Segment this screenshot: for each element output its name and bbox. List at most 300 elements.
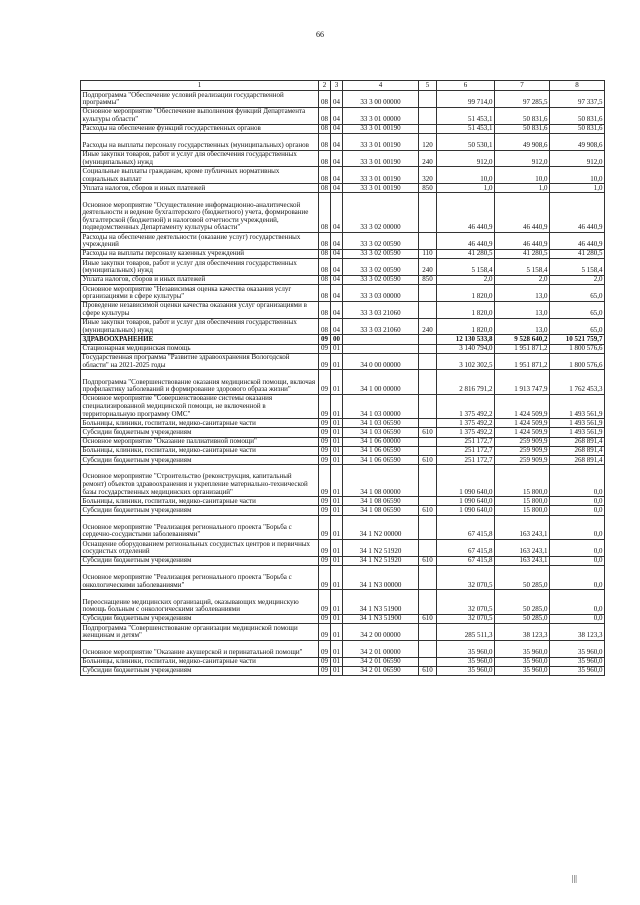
row-amount-2021: 1 375 492,2	[437, 428, 495, 437]
row-section: 08	[319, 193, 331, 233]
row-expense-type	[419, 394, 437, 418]
row-amount-2021: 3 102 302,5	[437, 353, 495, 370]
row-section: 09	[319, 419, 331, 428]
row-name: Подпрограмма "Совершенствование оказания медицинской помощи, включая профилактику заболеваний и формирование здорового образа жизни"	[81, 370, 319, 394]
row-expense-type: 120	[419, 133, 437, 150]
table-row	[81, 249, 605, 258]
row-subsection: 01	[331, 623, 343, 640]
row-target-code: 34 1 08 06590	[343, 497, 419, 506]
row-amount-2022: 41 280,5	[495, 249, 550, 258]
row-target-code: 33 3 03 21060	[343, 318, 419, 335]
row-section: 08	[319, 184, 331, 193]
row-section: 09	[319, 456, 331, 465]
row-name: Проведение независимой оценки качества оказания услуг организациями в сфере культуры	[81, 301, 319, 318]
row-name: Больницы, клиники, госпитали, медико-санитарные части	[81, 446, 319, 455]
row-section: 09	[319, 657, 331, 666]
row-section: 08	[319, 107, 331, 124]
table-row	[81, 258, 605, 275]
row-amount-2021: 46 440,9	[437, 232, 495, 249]
row-expense-type	[419, 437, 437, 446]
table-row	[81, 614, 605, 623]
row-amount-2023: 46 440,9	[550, 232, 605, 249]
row-subsection: 04	[331, 232, 343, 249]
row-target-code: 33 3 01 00190	[343, 184, 419, 193]
row-expense-type	[419, 284, 437, 301]
row-name: Больницы, клиники, госпитали, медико-санитарные части	[81, 497, 319, 506]
row-amount-2022: 1 951 871,2	[495, 353, 550, 370]
row-amount-2022: 13,0	[495, 284, 550, 301]
row-expense-type	[419, 539, 437, 556]
row-subsection: 01	[331, 419, 343, 428]
row-amount-2023: 65,0	[550, 284, 605, 301]
row-name: Основное мероприятие "Независимая оценка качества оказания услуг организациями в сфере культуры"	[81, 284, 319, 301]
row-subsection: 01	[331, 556, 343, 565]
row-expense-type	[419, 232, 437, 249]
row-amount-2022: 1 424 509,9	[495, 394, 550, 418]
row-amount-2022: 50 285,0	[495, 565, 550, 589]
header-cell: 8	[550, 81, 605, 91]
row-amount-2023: 1 493 561,9	[550, 394, 605, 418]
row-target-code: 33 3 03 00000	[343, 284, 419, 301]
row-amount-2021: 1 375 492,2	[437, 394, 495, 418]
row-amount-2023: 38 123,3	[550, 623, 605, 640]
row-amount-2021: 2,0	[437, 275, 495, 284]
row-amount-2021: 51 453,1	[437, 107, 495, 124]
row-amount-2023: 1 762 453,3	[550, 370, 605, 394]
row-expense-type: 610	[419, 506, 437, 515]
row-expense-type	[419, 370, 437, 394]
row-subsection: 04	[331, 91, 343, 108]
row-target-code	[343, 344, 419, 353]
row-target-code: 34 1 N2 51920	[343, 539, 419, 556]
table-row	[81, 657, 605, 666]
row-amount-2022: 50 831,6	[495, 107, 550, 124]
table-row	[81, 590, 605, 614]
row-name: Основное мероприятие "Осуществление информационно-аналитической деятельности и ведение бухгалтерского (бюджетного) учета, формирование бухгалтерской (бюджетной) и налоговой отчетности учреждений, подведомственных Департаменту культуры области"	[81, 193, 319, 233]
row-section: 09	[319, 565, 331, 589]
row-section: 08	[319, 275, 331, 284]
row-subsection: 04	[331, 184, 343, 193]
row-amount-2021: 2 816 791,2	[437, 370, 495, 394]
row-amount-2021: 99 714,0	[437, 91, 495, 108]
table-row	[81, 446, 605, 455]
row-amount-2023: 912,0	[550, 150, 605, 167]
row-expense-type: 610	[419, 614, 437, 623]
row-name: Уплата налогов, сборов и иных платежей	[81, 275, 319, 284]
row-amount-2022: 15 800,0	[495, 506, 550, 515]
row-amount-2023: 50 831,6	[550, 107, 605, 124]
row-amount-2021: 3 140 794,0	[437, 344, 495, 353]
row-section: 09	[319, 428, 331, 437]
row-subsection: 01	[331, 428, 343, 437]
row-amount-2023: 10,0	[550, 167, 605, 184]
table-row	[81, 666, 605, 675]
header-cell: 5	[419, 81, 437, 91]
row-section: 09	[319, 640, 331, 657]
row-amount-2021: 51 453,1	[437, 124, 495, 133]
row-amount-2022: 35 960,0	[495, 657, 550, 666]
row-section: 08	[319, 167, 331, 184]
table-row	[81, 344, 605, 353]
row-section: 09	[319, 515, 331, 539]
row-amount-2021: 35 960,0	[437, 657, 495, 666]
row-section: 09	[319, 437, 331, 446]
table-row	[81, 394, 605, 418]
row-amount-2023: 2,0	[550, 275, 605, 284]
row-amount-2023: 65,0	[550, 318, 605, 335]
row-amount-2021: 67 415,8	[437, 556, 495, 565]
row-amount-2022: 49 908,6	[495, 133, 550, 150]
header-cell: 6	[437, 81, 495, 91]
row-name: Государственная программа "Развитие здравоохранения Вологодской области" на 2021-2025 годы	[81, 353, 319, 370]
row-target-code: 33 3 02 00590	[343, 275, 419, 284]
row-amount-2021: 1 820,0	[437, 318, 495, 335]
row-amount-2022: 259 909,9	[495, 437, 550, 446]
row-subsection: 04	[331, 301, 343, 318]
row-target-code: 34 1 03 00000	[343, 394, 419, 418]
header-row	[81, 81, 605, 91]
row-subsection: 04	[331, 249, 343, 258]
row-section: 09	[319, 465, 331, 497]
table-row	[81, 370, 605, 394]
row-amount-2021: 251 172,7	[437, 446, 495, 455]
row-expense-type: 850	[419, 184, 437, 193]
row-target-code: 34 1 N2 51920	[343, 556, 419, 565]
table-row	[81, 91, 605, 108]
row-expense-type: 610	[419, 666, 437, 675]
row-section: 09	[319, 539, 331, 556]
row-target-code: 34 1 00 00000	[343, 370, 419, 394]
row-amount-2023: 268 891,4	[550, 446, 605, 455]
row-amount-2023: 0,0	[550, 539, 605, 556]
row-amount-2022: 35 960,0	[495, 666, 550, 675]
row-amount-2022: 1 424 509,9	[495, 419, 550, 428]
row-expense-type: 240	[419, 318, 437, 335]
row-section: 08	[319, 124, 331, 133]
row-amount-2021: 1,0	[437, 184, 495, 193]
row-name: Расходы на обеспечение функций государственных органов	[81, 124, 319, 133]
row-subsection: 01	[331, 614, 343, 623]
row-subsection: 01	[331, 465, 343, 497]
row-amount-2023: 0,0	[550, 565, 605, 589]
row-amount-2021: 41 280,5	[437, 249, 495, 258]
header-cell: 2	[319, 81, 331, 91]
row-expense-type	[419, 107, 437, 124]
row-name: Субсидии бюджетным учреждениям	[81, 428, 319, 437]
row-amount-2022: 1 424 509,9	[495, 428, 550, 437]
row-expense-type	[419, 301, 437, 318]
row-amount-2021: 46 440,9	[437, 193, 495, 233]
table-row	[81, 515, 605, 539]
table-row	[81, 124, 605, 133]
row-section: 09	[319, 623, 331, 640]
row-expense-type: 320	[419, 167, 437, 184]
row-amount-2022: 50 831,6	[495, 124, 550, 133]
row-amount-2022: 9 528 640,2	[495, 335, 550, 344]
row-expense-type	[419, 515, 437, 539]
row-target-code: 34 1 03 06590	[343, 428, 419, 437]
row-target-code: 34 1 08 06590	[343, 506, 419, 515]
row-expense-type	[419, 590, 437, 614]
table-row	[81, 353, 605, 370]
row-subsection: 01	[331, 515, 343, 539]
row-name: Расходы на выплаты персоналу государственных (муниципальных) органов	[81, 133, 319, 150]
row-subsection: 04	[331, 107, 343, 124]
row-amount-2023: 0,0	[550, 497, 605, 506]
row-subsection: 01	[331, 657, 343, 666]
row-subsection: 04	[331, 124, 343, 133]
row-name: Субсидии бюджетным учреждениям	[81, 506, 319, 515]
row-amount-2021: 67 415,8	[437, 515, 495, 539]
row-target-code: 34 1 N3 51900	[343, 614, 419, 623]
row-amount-2022: 163 243,1	[495, 539, 550, 556]
row-amount-2021: 67 415,8	[437, 539, 495, 556]
row-section: 09	[319, 394, 331, 418]
table-row	[81, 318, 605, 335]
table-row	[81, 456, 605, 465]
row-amount-2023: 0,0	[550, 614, 605, 623]
row-target-code: 34 2 00 00000	[343, 623, 419, 640]
row-section: 09	[319, 506, 331, 515]
row-subsection: 04	[331, 167, 343, 184]
row-section: 08	[319, 150, 331, 167]
row-amount-2022: 1 913 747,9	[495, 370, 550, 394]
row-subsection: 01	[331, 353, 343, 370]
row-subsection: 04	[331, 275, 343, 284]
row-expense-type	[419, 565, 437, 589]
row-subsection: 01	[331, 446, 343, 455]
row-amount-2023: 0,0	[550, 556, 605, 565]
row-name: Стационарная медицинская помощь	[81, 344, 319, 353]
row-amount-2022: 13,0	[495, 301, 550, 318]
row-section: 08	[319, 318, 331, 335]
row-expense-type	[419, 497, 437, 506]
row-amount-2023: 65,0	[550, 301, 605, 318]
row-amount-2023: 97 337,5	[550, 91, 605, 108]
header-cell: 3	[331, 81, 343, 91]
row-target-code	[343, 335, 419, 344]
row-target-code: 34 1 08 00000	[343, 465, 419, 497]
row-expense-type	[419, 640, 437, 657]
table-row	[81, 301, 605, 318]
row-target-code: 34 1 03 06590	[343, 419, 419, 428]
row-amount-2023: 49 908,6	[550, 133, 605, 150]
row-amount-2023: 0,0	[550, 515, 605, 539]
row-section: 09	[319, 446, 331, 455]
row-amount-2023: 46 440,9	[550, 193, 605, 233]
row-expense-type: 240	[419, 258, 437, 275]
row-amount-2022: 1,0	[495, 184, 550, 193]
table-row	[81, 107, 605, 124]
row-section: 09	[319, 344, 331, 353]
row-section: 09	[319, 497, 331, 506]
row-expense-type	[419, 335, 437, 344]
row-target-code: 34 2 01 00000	[343, 640, 419, 657]
row-expense-type	[419, 623, 437, 640]
row-name: Расходы на выплаты персоналу казенных учреждений	[81, 249, 319, 258]
row-subsection: 01	[331, 344, 343, 353]
row-subsection: 04	[331, 258, 343, 275]
table-row	[81, 465, 605, 497]
row-target-code: 34 1 06 00000	[343, 437, 419, 446]
row-name: Субсидии бюджетным учреждениям	[81, 614, 319, 623]
row-amount-2022: 38 123,3	[495, 623, 550, 640]
row-amount-2023: 268 891,4	[550, 456, 605, 465]
row-amount-2021: 251 172,7	[437, 437, 495, 446]
row-name: Субсидии бюджетным учреждениям	[81, 556, 319, 565]
row-name: Основное мероприятие "Строительство (реконструкция, капитальный ремонт) объектов здравоохранения и укрепление материально-технической базы государственных медицинских организаций"	[81, 465, 319, 497]
row-section: 08	[319, 301, 331, 318]
row-target-code: 34 1 N3 00000	[343, 565, 419, 589]
row-expense-type	[419, 124, 437, 133]
row-section: 09	[319, 353, 331, 370]
row-amount-2021: 5 158,4	[437, 258, 495, 275]
table-row	[81, 428, 605, 437]
row-amount-2021: 1 820,0	[437, 284, 495, 301]
row-section: 08	[319, 232, 331, 249]
row-amount-2022: 5 158,4	[495, 258, 550, 275]
row-expense-type	[419, 344, 437, 353]
row-amount-2022: 50 285,0	[495, 614, 550, 623]
row-name: Социальные выплаты гражданам, кроме публичных нормативных социальных выплат	[81, 167, 319, 184]
table-row	[81, 556, 605, 565]
row-amount-2023: 1 493 561,9	[550, 428, 605, 437]
row-amount-2021: 1 090 640,0	[437, 465, 495, 497]
row-amount-2022: 912,0	[495, 150, 550, 167]
table-row	[81, 640, 605, 657]
row-amount-2022: 15 800,0	[495, 465, 550, 497]
row-name: Основное мероприятие "Реализация регионального проекта "Борьба с сердечно-сосудистыми заболеваниями"	[81, 515, 319, 539]
row-amount-2023: 0,0	[550, 590, 605, 614]
row-name: Субсидии бюджетным учреждениям	[81, 456, 319, 465]
row-amount-2023: 10 521 759,7	[550, 335, 605, 344]
row-name: Иные закупки товаров, работ и услуг для обеспечения государственных (муниципальных) нужд	[81, 150, 319, 167]
row-amount-2021: 1 090 640,0	[437, 506, 495, 515]
row-section: 09	[319, 370, 331, 394]
table-row	[81, 437, 605, 446]
row-section: 08	[319, 284, 331, 301]
row-section: 09	[319, 335, 331, 344]
row-subsection: 00	[331, 335, 343, 344]
row-amount-2023: 0,0	[550, 506, 605, 515]
row-amount-2021: 32 070,5	[437, 614, 495, 623]
row-subsection: 01	[331, 506, 343, 515]
row-subsection: 01	[331, 539, 343, 556]
row-amount-2022: 97 285,5	[495, 91, 550, 108]
table-row	[81, 184, 605, 193]
row-section: 08	[319, 258, 331, 275]
row-amount-2023: 35 960,0	[550, 657, 605, 666]
row-name: Основное мероприятие "Совершенствование системы оказания специализированной медицинской помощи, не включенной в территориальную программу ОМС"	[81, 394, 319, 418]
row-amount-2023: 1 800 576,6	[550, 353, 605, 370]
row-amount-2023: 1,0	[550, 184, 605, 193]
row-name: Больницы, клиники, госпитали, медико-санитарные части	[81, 657, 319, 666]
row-amount-2022: 13,0	[495, 318, 550, 335]
table-row	[81, 193, 605, 233]
row-subsection: 01	[331, 456, 343, 465]
row-amount-2022: 259 909,9	[495, 446, 550, 455]
table-row	[81, 623, 605, 640]
row-name: Иные закупки товаров, работ и услуг для обеспечения государственных (муниципальных) нужд	[81, 318, 319, 335]
row-subsection: 01	[331, 590, 343, 614]
table-row	[81, 335, 605, 344]
row-amount-2022: 259 909,9	[495, 456, 550, 465]
row-target-code: 33 3 01 00190	[343, 133, 419, 150]
footer-mark: |||	[572, 874, 577, 883]
row-amount-2023: 268 891,4	[550, 437, 605, 446]
row-section: 08	[319, 133, 331, 150]
row-target-code: 34 1 06 06590	[343, 446, 419, 455]
table-row	[81, 497, 605, 506]
row-subsection: 04	[331, 193, 343, 233]
row-expense-type	[419, 353, 437, 370]
row-name: Основное мероприятие "Реализация регионального проекта "Борьба с онкологическими заболеваниями"	[81, 565, 319, 589]
row-amount-2022: 1 951 871,2	[495, 344, 550, 353]
row-amount-2023: 35 960,0	[550, 666, 605, 675]
row-target-code: 34 1 N2 00000	[343, 515, 419, 539]
row-amount-2021: 32 070,5	[437, 565, 495, 589]
row-target-code: 34 1 N3 51900	[343, 590, 419, 614]
row-subsection: 04	[331, 150, 343, 167]
row-amount-2021: 251 172,7	[437, 456, 495, 465]
row-expense-type	[419, 657, 437, 666]
row-name: Подпрограмма "Обеспечение условий реализации государственной программы"	[81, 91, 319, 108]
row-name: Основное мероприятие "Оказание акушерской и перинатальной помощи"	[81, 640, 319, 657]
table-row	[81, 419, 605, 428]
row-amount-2023: 1 800 576,6	[550, 344, 605, 353]
row-name: ЗДРАВООХРАНЕНИЕ	[81, 335, 319, 344]
row-subsection: 01	[331, 394, 343, 418]
row-amount-2021: 10,0	[437, 167, 495, 184]
row-amount-2023: 0,0	[550, 465, 605, 497]
row-amount-2022: 163 243,1	[495, 556, 550, 565]
row-target-code: 34 2 01 06590	[343, 666, 419, 675]
row-expense-type	[419, 193, 437, 233]
row-section: 09	[319, 590, 331, 614]
row-amount-2021: 1 090 640,0	[437, 497, 495, 506]
row-target-code: 34 2 01 06590	[343, 657, 419, 666]
row-name: Больницы, клиники, госпитали, медико-санитарные части	[81, 419, 319, 428]
row-target-code: 33 3 03 21060	[343, 301, 419, 318]
header-cell: 4	[343, 81, 419, 91]
row-name: Уплата налогов, сборов и иных платежей	[81, 184, 319, 193]
row-name: Подпрограмма "Совершенствование организации медицинской помощи женщинам и детям"	[81, 623, 319, 640]
row-name: Иные закупки товаров, работ и услуг для обеспечения государственных (муниципальных) нужд	[81, 258, 319, 275]
row-subsection: 01	[331, 666, 343, 675]
row-subsection: 01	[331, 437, 343, 446]
row-subsection: 01	[331, 497, 343, 506]
table-row	[81, 133, 605, 150]
row-section: 09	[319, 614, 331, 623]
row-amount-2023: 5 158,4	[550, 258, 605, 275]
row-section: 09	[319, 666, 331, 675]
row-amount-2022: 10,0	[495, 167, 550, 184]
row-name: Расходы на обеспечение деятельности (оказание услуг) государственных учреждений	[81, 232, 319, 249]
row-amount-2021: 1 820,0	[437, 301, 495, 318]
row-expense-type: 610	[419, 556, 437, 565]
table-row	[81, 150, 605, 167]
row-amount-2023: 41 280,5	[550, 249, 605, 258]
row-amount-2021: 50 530,1	[437, 133, 495, 150]
row-section: 09	[319, 556, 331, 565]
row-amount-2022: 46 440,9	[495, 232, 550, 249]
row-name: Основное мероприятие "Обеспечение выполнения функций Департамента культуры области"	[81, 107, 319, 124]
row-target-code: 33 3 01 00000	[343, 107, 419, 124]
row-name: Оснащение оборудованием региональных сосудистых центров и первичных сосудистых отделений	[81, 539, 319, 556]
row-name: Основное мероприятие "Оказание паллиативной помощи"	[81, 437, 319, 446]
header-cell: 1	[81, 81, 319, 91]
row-expense-type: 850	[419, 275, 437, 284]
